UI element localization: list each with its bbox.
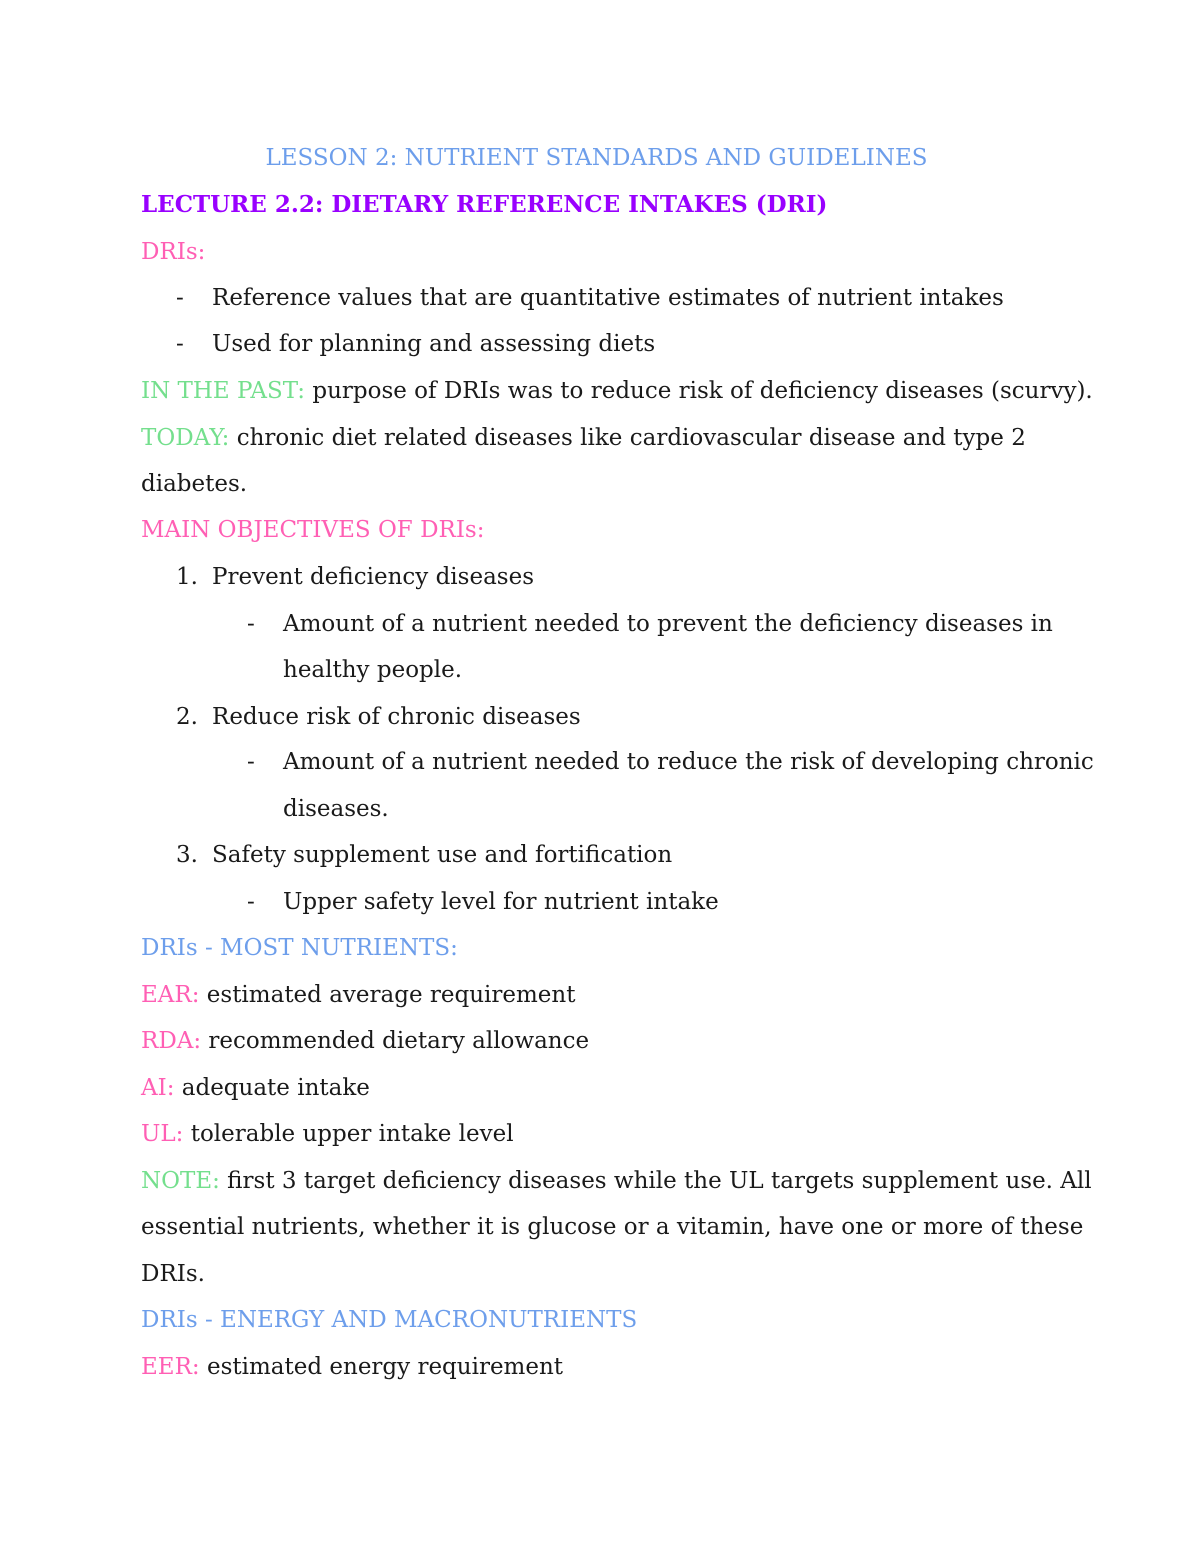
today-text: chronic diet related diseases like cardiovascular disease and type 2 bbox=[229, 425, 1026, 451]
definition-term: RDA: bbox=[141, 1028, 202, 1054]
definition-text: tolerable upper intake level bbox=[183, 1121, 514, 1147]
today-label: TODAY: bbox=[141, 425, 230, 451]
lesson-title: LESSON 2: NUTRIENT STANDARDS AND GUIDELINES bbox=[265, 145, 928, 171]
definition-ai bbox=[141, 1073, 370, 1103]
most-nutrients-heading: DRIs - MOST NUTRIENTS: bbox=[141, 935, 458, 961]
objective-title: Prevent deficiency diseases bbox=[212, 564, 534, 590]
definition-ear bbox=[141, 980, 575, 1010]
bullet-marker: - bbox=[176, 331, 184, 357]
lecture-title: LECTURE 2.2: DIETARY REFERENCE INTAKES (DRI) bbox=[141, 191, 828, 218]
definition-term: EER: bbox=[141, 1354, 200, 1380]
objective-detail-cont: healthy people. bbox=[283, 657, 463, 683]
bullet-marker: - bbox=[247, 611, 255, 637]
list-number: 2. bbox=[176, 704, 198, 730]
today-line bbox=[141, 423, 1026, 453]
note-text-cont2: DRIs. bbox=[141, 1261, 205, 1287]
definition-term: AI: bbox=[141, 1075, 175, 1101]
definition-ul bbox=[141, 1119, 514, 1149]
objective-detail: Amount of a nutrient needed to prevent the deficiency diseases in bbox=[283, 611, 1053, 637]
definition-term: EAR: bbox=[141, 982, 200, 1008]
definition-text: recommended dietary allowance bbox=[201, 1028, 590, 1054]
energy-heading: DRIs - ENERGY AND MACRONUTRIENTS bbox=[141, 1307, 638, 1333]
definition-rda bbox=[141, 1026, 589, 1056]
dris-heading: DRIs: bbox=[141, 239, 206, 265]
bullet-marker: - bbox=[247, 749, 255, 775]
objective-title: Safety supplement use and fortification bbox=[212, 842, 673, 868]
definition-text: estimated energy requirement bbox=[199, 1354, 564, 1380]
definition-text: estimated average requirement bbox=[199, 982, 576, 1008]
dris-point: Reference values that are quantitative estimates of nutrient intakes bbox=[212, 285, 1004, 311]
objective-title: Reduce risk of chronic diseases bbox=[212, 704, 581, 730]
bullet-marker: - bbox=[247, 889, 255, 915]
note-text-cont: essential nutrients, whether it is glucose or a vitamin, have one or more of these bbox=[141, 1214, 1084, 1240]
objective-detail: Upper safety level for nutrient intake bbox=[283, 889, 719, 915]
note-line bbox=[141, 1166, 1092, 1196]
list-number: 3. bbox=[176, 842, 198, 868]
note-label: NOTE: bbox=[141, 1168, 220, 1194]
definition-eer bbox=[141, 1352, 563, 1382]
dris-point: Used for planning and assessing diets bbox=[212, 331, 656, 357]
objective-detail-cont: diseases. bbox=[283, 796, 389, 822]
past-text: purpose of DRIs was to reduce risk of deficiency diseases (scurvy). bbox=[305, 378, 1093, 404]
objective-detail: Amount of a nutrient needed to reduce the risk of developing chronic bbox=[283, 749, 1094, 775]
today-text-cont: diabetes. bbox=[141, 471, 248, 497]
past-label: IN THE PAST: bbox=[141, 378, 306, 404]
objectives-heading: MAIN OBJECTIVES OF DRIs: bbox=[141, 517, 485, 543]
list-number: 1. bbox=[176, 564, 198, 590]
definition-text: adequate intake bbox=[174, 1075, 370, 1101]
definition-term: UL: bbox=[141, 1121, 184, 1147]
note-text: first 3 target deficiency diseases while the UL targets supplement use. All bbox=[219, 1168, 1092, 1194]
past-line bbox=[141, 376, 1093, 406]
bullet-marker: - bbox=[176, 285, 184, 311]
